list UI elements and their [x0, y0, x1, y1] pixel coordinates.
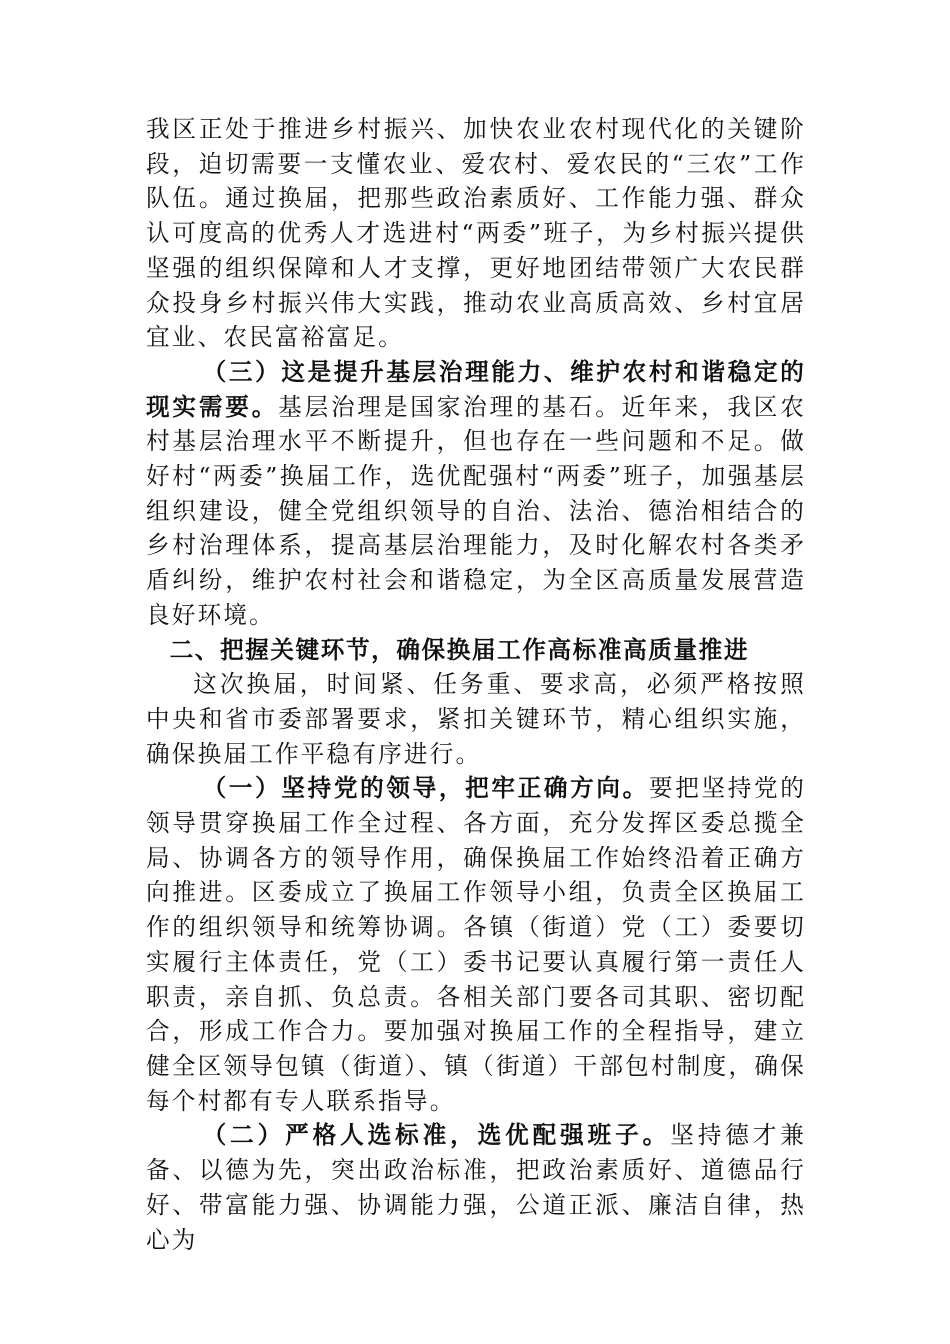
- paragraph-selection-standards: [146, 1118, 806, 1257]
- paragraph-section-intro: 这次换届，时间紧、任务重、要求高，必须严格按照中央和省市委部署要求，紧扣关键环节，精心组织实施，确保换届工作平稳有序进行。: [146, 670, 806, 768]
- paragraph-body: 坚持德才兼备、以德为先，突出政治标准，把政治素质好、道德品行好、带富能力强、协调能力强，公道正派、廉洁自律，热心为: [146, 1121, 806, 1254]
- subheading-two: （二）严格人选标准，选优配强班子。: [202, 1121, 671, 1150]
- document-page: [146, 112, 806, 1257]
- paragraph-party-leadership: [146, 771, 806, 1118]
- paragraph-body: 基层治理是国家治理的基石。近年来，我区农村基层治理水平不断提升，但也存在一些问题和不足。做好村“两委”换届工作，选优配强村“两委”班子，加强基层组织建设，健全党组织领导的自治、法治、德治相结合的乡村治理体系，提高基层治理能力，及时化解农村各类矛盾纠纷，维护农村社会和谐稳定，为全区高质量发展营造良好环境。: [146, 392, 807, 629]
- section-heading-two: 二、把握关键环节，确保换届工作高标准高质量推进: [169, 635, 750, 664]
- subheading-three: （三）这是提升基层治理能力、维护农村和谐稳定的现实需要。: [146, 357, 806, 421]
- paragraph-body: 要把坚持党的领导贯穿换届工作全过程、各方面，充分发挥区委总揽全局、协调各方的领导作用，确保换届工作始终沿着正确方向推进。区委成立了换届工作领导小组，负责全区换届工作的组织领导和统筹协调。各镇（街道）党（工）委要切实履行主体责任，党（工）委书记要认真履行第一责任人职责，亲自抓、负总责。各相关部门要各司其职、密切配合，形成工作合力。要加强对换届工作的全程指导，建立健全区领导包镇（街道）、镇（街道）干部包村制度，确保每个村都有专人联系指导。: [146, 774, 806, 1115]
- paragraph-rural-revitalization: 我区正处于推进乡村振兴、加快农业农村现代化的关键阶段，迫切需要一支懂农业、爱农村、爱农民的“三农”工作队伍。通过换届，把那些政治素质好、工作能力强、群众认可度高的优秀人才选进村“两委”班子，为乡村振兴提供坚强的组织保障和人才支撑，更好地团结带领广大农民群众投身乡村振兴伟大实践，推动农业高质高效、乡村宜居宜业、农民富裕富足。: [146, 115, 806, 352]
- subheading-one: （一）坚持党的领导，把牢正确方向。: [202, 774, 649, 803]
- paragraph-grassroots-governance: [146, 355, 806, 633]
